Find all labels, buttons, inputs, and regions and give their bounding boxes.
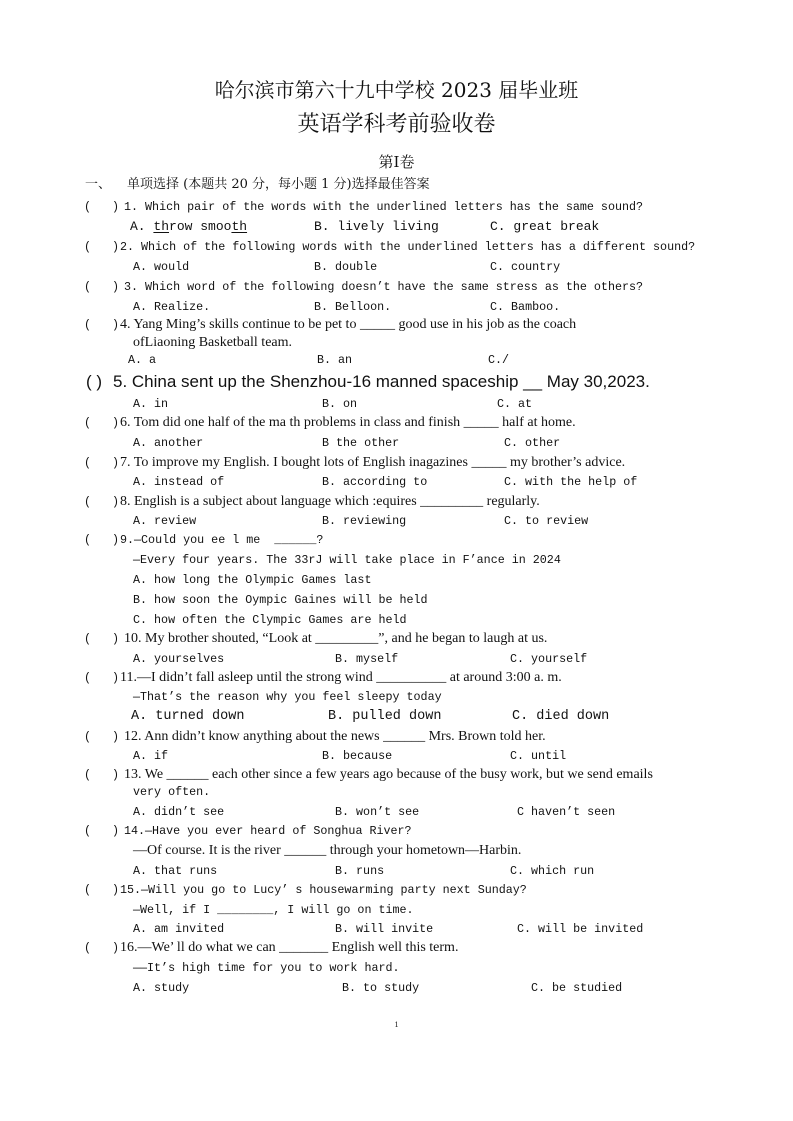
- option-c: C. at: [497, 397, 533, 411]
- answer-bracket: ( ): [84, 280, 120, 294]
- question-11: [0, 670, 793, 728]
- question-4: [0, 317, 793, 369]
- answer-bracket: ( ): [84, 941, 120, 955]
- answer-bracket: ( ): [84, 240, 120, 254]
- school-title: 哈尔滨市第六十九中学校 2023 届毕业班: [214, 78, 579, 102]
- question-stem: 8. English is a subject about language which :equires _________ regularly.: [120, 494, 540, 509]
- option-c: C./: [488, 353, 510, 367]
- question-12: [0, 729, 793, 768]
- dialogue-line: —Well, if I ________, I will go on time.: [133, 903, 414, 917]
- page-number: 1: [394, 1020, 399, 1029]
- option-b: B. according to: [322, 475, 428, 489]
- question-stem: 10. My brother shouted, “Look at _________”, and he began to laugh at us.: [124, 631, 548, 646]
- question-stem: 5. China sent up the Shenzhou-16 manned spaceship __ May 30,2023.: [113, 372, 650, 391]
- question-stem: 3. Which word of the following doesn’t have the same stress as the others?: [124, 280, 644, 294]
- question-stem-continued: very often.: [133, 785, 211, 799]
- option-a: A. yourselves: [133, 652, 225, 666]
- option-b: B. because: [322, 749, 393, 763]
- question-1: [0, 199, 793, 239]
- option-c: C. great break: [490, 219, 600, 234]
- question-stem: 15.—Will you go to Lucy’ s housewarming party next Sunday?: [120, 883, 527, 897]
- option-c: C. Bamboo.: [490, 300, 561, 314]
- question-2: [0, 239, 793, 279]
- answer-bracket: ( ): [84, 730, 120, 744]
- option-c: C. other: [504, 436, 561, 450]
- exam-title: 英语学科考前验收卷: [297, 112, 496, 137]
- question-stem: 2. Which of the following words with the underlined letters has a different sound?: [120, 240, 696, 254]
- section-title: 单项选择 (本题共 20 分，每小题 1 分)选择最佳答案: [127, 177, 430, 192]
- question-13: [0, 767, 793, 823]
- option-b: B. to study: [342, 981, 420, 995]
- underlined-letters: th: [231, 219, 248, 234]
- option-b: B. how soon the Oympic Gaines will be held: [133, 593, 428, 607]
- option-b: B the other: [322, 436, 400, 450]
- question-16: [0, 940, 793, 998]
- option-a: A. would: [133, 260, 190, 274]
- question-stem: 13. We ______ each other since a few years ago because of the busy work, but we send emails: [124, 767, 653, 782]
- dialogue-line: —Every four years. The 33rJ will take place in F’ance in 2024: [133, 553, 561, 567]
- option-b: B. runs: [335, 864, 385, 878]
- answer-bracket: ( ): [84, 456, 120, 470]
- option-c: C. will be invited: [517, 922, 644, 936]
- answer-bracket: ( ): [86, 372, 103, 391]
- option-a: A. that runs: [133, 864, 218, 878]
- question-stem: 7. To improve my English. I bought lots of English inagazines _____ my brother’s advice.: [120, 455, 626, 470]
- option-b: B. double: [314, 260, 378, 274]
- answer-bracket: ( ): [84, 200, 120, 214]
- question-stem: 4. Yang Ming’s skills continue to be pet to _____ good use in his job as the coach: [120, 317, 577, 332]
- option-b: B. an: [317, 353, 353, 367]
- option-c: C. which run: [510, 864, 595, 878]
- option-a: A. study: [133, 981, 190, 995]
- option-c: C haven’t seen: [517, 805, 616, 819]
- answer-bracket: ( ): [84, 883, 120, 897]
- question-stem: 12. Ann didn’t know anything about the news ______ Mrs. Brown told her.: [124, 729, 546, 744]
- option-text: row smoo: [169, 219, 232, 234]
- option-c: C. with the help of: [504, 475, 638, 489]
- option-a: A. a: [128, 353, 157, 367]
- option-text: A.: [130, 219, 154, 234]
- answer-bracket: ( ): [84, 824, 120, 838]
- question-10: [0, 631, 793, 671]
- option-b: B. reviewing: [322, 514, 407, 528]
- volume-label: 第Ⅰ卷: [378, 153, 415, 171]
- question-stem: 16.—We’ ll do what we can _______ English well this term.: [120, 940, 459, 955]
- option-b: B. pulled down: [328, 709, 442, 724]
- option-b: B. lively living: [314, 219, 439, 234]
- answer-bracket: ( ): [84, 768, 120, 782]
- option-c: C. country: [490, 260, 561, 274]
- question-7: [0, 455, 793, 494]
- option-c: C. until: [510, 749, 567, 763]
- underlined-letters: th: [153, 219, 170, 234]
- dialogue-line: —Of course. It is the river ______ through your hometown—Harbin.: [133, 843, 522, 858]
- option-a: A. am invited: [133, 922, 225, 936]
- answer-bracket: ( ): [84, 671, 120, 685]
- dialogue-line: ——It’s high time for you to work hard.: [133, 961, 400, 975]
- option-a: A. review: [133, 514, 197, 528]
- question-6: [0, 415, 793, 455]
- option-b: B. Belloon.: [314, 300, 392, 314]
- question-14: [0, 823, 793, 881]
- option-a: A. in: [133, 397, 169, 411]
- question-stem-continued: ofLiaoning Basketball team.: [133, 335, 293, 350]
- option-a: A. how long the Olympic Games last: [133, 573, 372, 587]
- question-15: [0, 882, 793, 939]
- question-stem: 6. Tom did one half of the ma th problems in class and finish _____ half at home.: [120, 415, 576, 430]
- option-a: A. didn’t see: [133, 805, 225, 819]
- section-number: 一、: [85, 177, 112, 192]
- dialogue-line: —That’s the reason why you feel sleepy today: [133, 690, 442, 704]
- option-b: B. on: [322, 397, 358, 411]
- answer-bracket: ( ): [84, 495, 120, 509]
- question-8: [0, 494, 793, 533]
- question-3: [0, 279, 793, 319]
- option-a: [130, 219, 247, 235]
- option-c: C. how often the Clympic Games are held: [133, 613, 407, 627]
- question-stem: 1. Which pair of the words with the underlined letters has the same sound?: [124, 200, 644, 214]
- option-c: C. yourself: [510, 652, 588, 666]
- option-a: A. if: [133, 749, 169, 763]
- answer-bracket: ( ): [84, 416, 120, 430]
- answer-bracket: ( ): [84, 318, 120, 332]
- option-c: C. be studied: [531, 981, 623, 995]
- option-a: A. turned down: [131, 709, 245, 724]
- answer-bracket: ( ): [84, 632, 120, 646]
- option-b: B. will invite: [335, 922, 434, 936]
- question-9: [0, 532, 793, 630]
- option-b: B. myself: [335, 652, 399, 666]
- option-a: A. Realize.: [133, 300, 211, 314]
- question-5: [0, 372, 793, 414]
- option-b: B. won’t see: [335, 805, 420, 819]
- option-a: A. instead of: [133, 475, 225, 489]
- option-c: C. to review: [504, 514, 589, 528]
- question-stem: 14.—Have you ever heard of Songhua River?: [124, 824, 412, 838]
- question-stem: 11.—I didn’t fall asleep until the strong wind __________ at around 3:00 a. m.: [120, 670, 562, 685]
- answer-bracket: ( ): [84, 533, 120, 547]
- option-c: C. died down: [512, 709, 610, 724]
- question-stem: 9.—Could you ee l me ______?: [120, 533, 324, 547]
- option-a: A. another: [133, 436, 204, 450]
